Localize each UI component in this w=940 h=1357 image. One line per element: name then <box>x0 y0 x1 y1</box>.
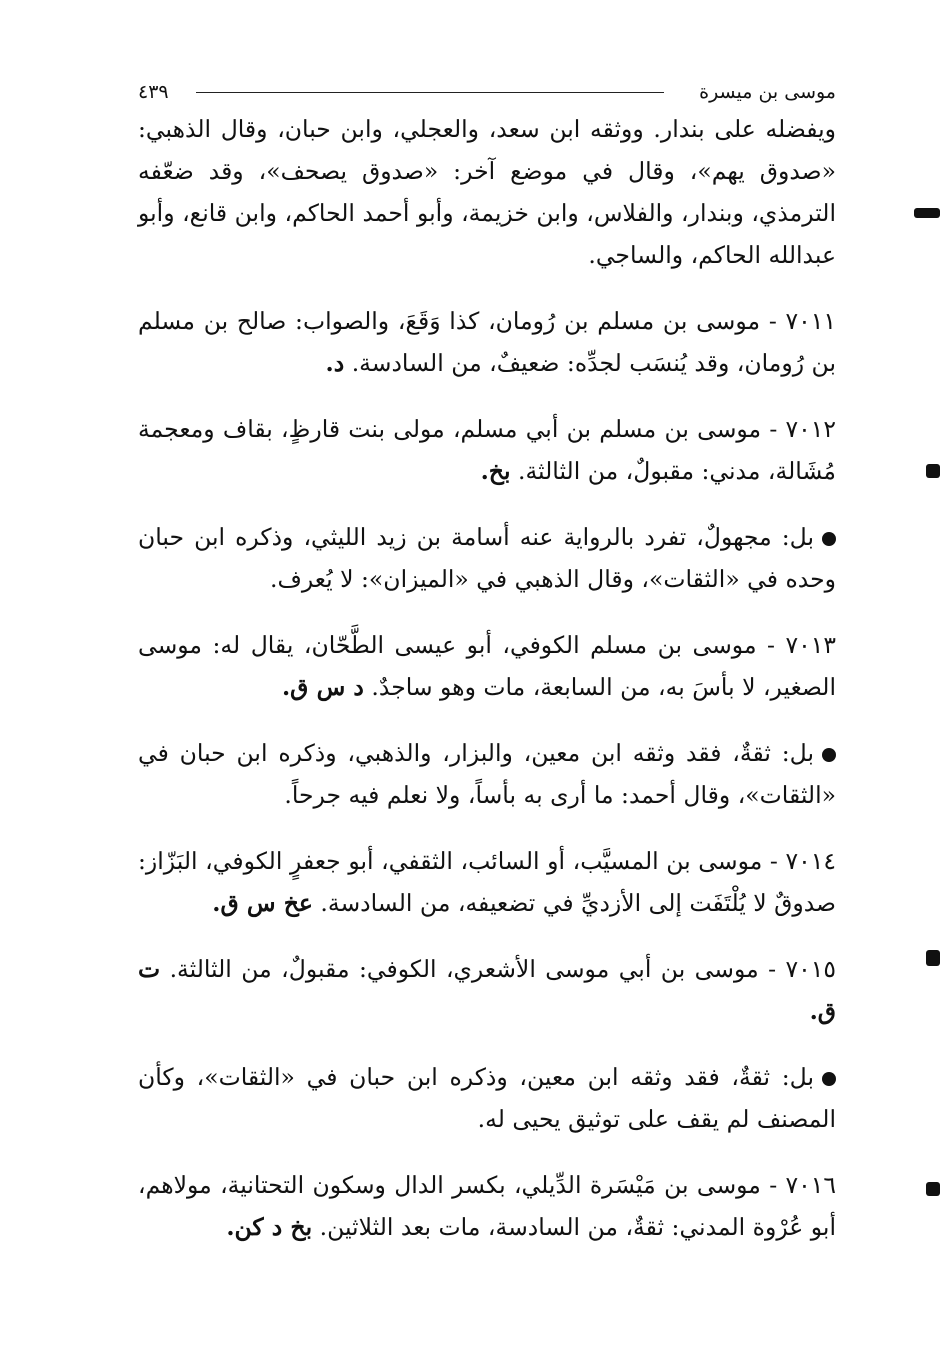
entry-text: ٧٠١٥ - موسى بن أبي موسى الأشعري، الكوفي: مقبولٌ، من الثالثة. <box>169 955 836 983</box>
bullet-icon <box>822 532 836 546</box>
book-page <box>138 72 836 1272</box>
entry-text: ٧٠١٣ - موسى بن مسلم الكوفي، أبو عيسى الطَّحّان، يقال له: موسى الصغير، لا بأسَ به، من السابعة، مات وهو ساجدٌ. <box>138 631 836 701</box>
rijal-code: د. <box>325 349 345 377</box>
scan-mark <box>914 208 940 218</box>
editor-comment <box>138 732 836 816</box>
header-rule <box>196 92 664 93</box>
editor-comment <box>138 1056 836 1140</box>
rijal-code: ت ق. <box>138 955 836 1025</box>
scan-mark <box>926 1182 940 1196</box>
rijal-code: د س ق. <box>281 673 364 701</box>
comment-text: بل: ثقةٌ، فقد وثقه ابن معين، وذكره ابن حبان في «الثقات»، وكأن المصنف لم يقف على توثيق يحيى له. <box>138 1063 836 1133</box>
bullet-icon <box>822 748 836 762</box>
scan-mark <box>926 464 940 478</box>
editor-comment <box>138 516 836 600</box>
page-number: ٤٣٩ <box>138 81 169 103</box>
comment-text: بل: ثقةٌ، فقد وثقه ابن معين، والبزار، والذهبي، وذكره ابن حبان في «الثقات»، وقال أحمد: ما أرى به بأساً، ولا نعلم فيه جرحاً. <box>138 739 836 809</box>
entry-7012 <box>138 408 836 492</box>
entry-text: ٧٠١٦ - موسى بن مَيْسَرة الدِّيلي، بكسر الدال وسكون التحتانية، مولاهم، أبو عُرْوة المدني: ثقةٌ، من السادسة، مات بعد الثلاثين. <box>138 1171 836 1241</box>
running-header <box>138 72 836 106</box>
entry-7014 <box>138 840 836 924</box>
entry-7015 <box>138 948 836 1032</box>
rijal-code: بخ د كن. <box>226 1213 313 1241</box>
comment-text: بل: مجهولٌ، تفرد بالرواية عنه أسامة بن زيد الليثي، وذكره ابن حبان وحده في «الثقات»، وقال الذهبي في «الميزان»: لا يُعرف. <box>138 523 836 593</box>
entry-7013 <box>138 624 836 708</box>
bullet-icon <box>822 1072 836 1086</box>
rijal-code: بخ. <box>480 457 511 485</box>
scan-mark <box>926 950 940 966</box>
entry-7011 <box>138 300 836 384</box>
continuation-paragraph: ويفضله على بندار. ووثقه ابن سعد، والعجلي، وابن حبان، وقال الذهبي: «صدوق يهم»، وقال في موضع آخر: «صدوق يصحف»، وقد ضعّفه الترمذي، وبندار، والفلاس، وابن خزيمة، وأبو أحمد الحاكم، وابن قانع، وأبو عبدالله الحاكم، والساجي. <box>138 115 836 269</box>
entry-text: ٧٠١١ - موسى بن مسلم بن رُومان، كذا وَقَعَ، والصواب: صالح بن مسلم بن رُومان، وقد يُنسَب لجدِّه: ضعيفٌ، من السادسة. <box>138 307 836 377</box>
running-title: موسى بن ميسرة <box>699 81 836 103</box>
entry-7016 <box>138 1164 836 1248</box>
rijal-code: عخ س ق. <box>212 889 313 917</box>
entry-text: ٧٠١٤ - موسى بن المسيَّب، أو السائب، الثقفي، أبو جعفرٍ الكوفي، البَزّاز: صدوقٌ لا يُلْتَفَت إلى الأزديِّ في تضعيفه، من السادسة. <box>138 847 836 917</box>
entry-text: ٧٠١٢ - موسى بن مسلم بن أبي مسلم، مولى بنت قارظٍ، بقاف ومعجمة مُشَالة، مدني: مقبولٌ، من الثالثة. <box>138 415 836 485</box>
